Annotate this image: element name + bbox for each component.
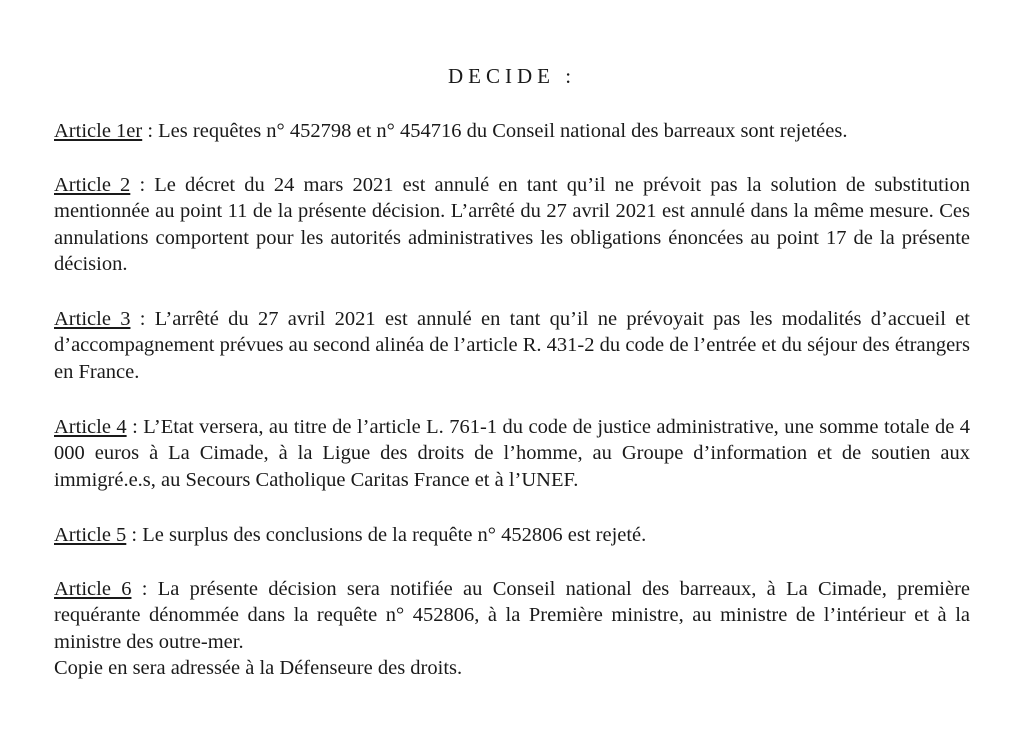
article-2-label: Article 2 [54,174,131,196]
article-1-label: Article 1er [54,120,143,142]
article-2-text: : Le décret du 24 mars 2021 est annulé en tant qu’il ne prévoit pas la solution de substitution mentionnée au point 11 de la présente décision. L’arrêté du 27 avril 2021 est annulé dans la même mesure. Ces annulations comportent pour les autorités administratives les obligations énoncées au point 17 de la présente décision. [54,174,970,276]
article-6-label: Article 6 [54,578,132,600]
article-3-label: Article 3 [54,308,131,330]
article-4-label: Article 4 [54,416,127,438]
article-1 [54,118,970,144]
article-4-text: : L’Etat versera, au titre de l’article L. 761-1 du code de justice administrative, une somme totale de 4 000 euros à La Cimade, à la Ligue des droits de l’homme, au Groupe d’information et de soutien aux immigré.e.s, au Secours Catholique Caritas France et à l’UNEF. [54,416,970,491]
article-6 [54,576,970,682]
article-5 [54,522,970,548]
article-3 [54,306,970,385]
decision-heading: DECIDE : [447,64,577,88]
article-3-text: : L’arrêté du 27 avril 2021 est annulé en tant qu’il ne prévoyait pas les modalités d’accueil et d’accompagnement prévues au second alinéa de l’article R. 431-2 du code de l’entrée et du séjour des étrangers en France. [54,308,970,383]
article-4 [54,414,970,493]
article-5-label: Article 5 [54,524,127,546]
article-6-copy-line: Copie en sera adressée à la Défenseure des droits. [54,657,463,680]
article-1-text: : Les requêtes n° 452798 et n° 454716 du Conseil national des barreaux sont rejetées. [142,120,848,142]
article-2 [54,172,970,278]
article-5-text: : Le surplus des conclusions de la requête n° 452806 est rejeté. [126,524,647,546]
article-6-text: : La présente décision sera notifiée au Conseil national des barreaux, à La Cimade, première requérante dénommée dans la requête n° 452806, à la Première ministre, au ministre de l’intérieur et à la ministre des outre-mer. [54,578,971,653]
